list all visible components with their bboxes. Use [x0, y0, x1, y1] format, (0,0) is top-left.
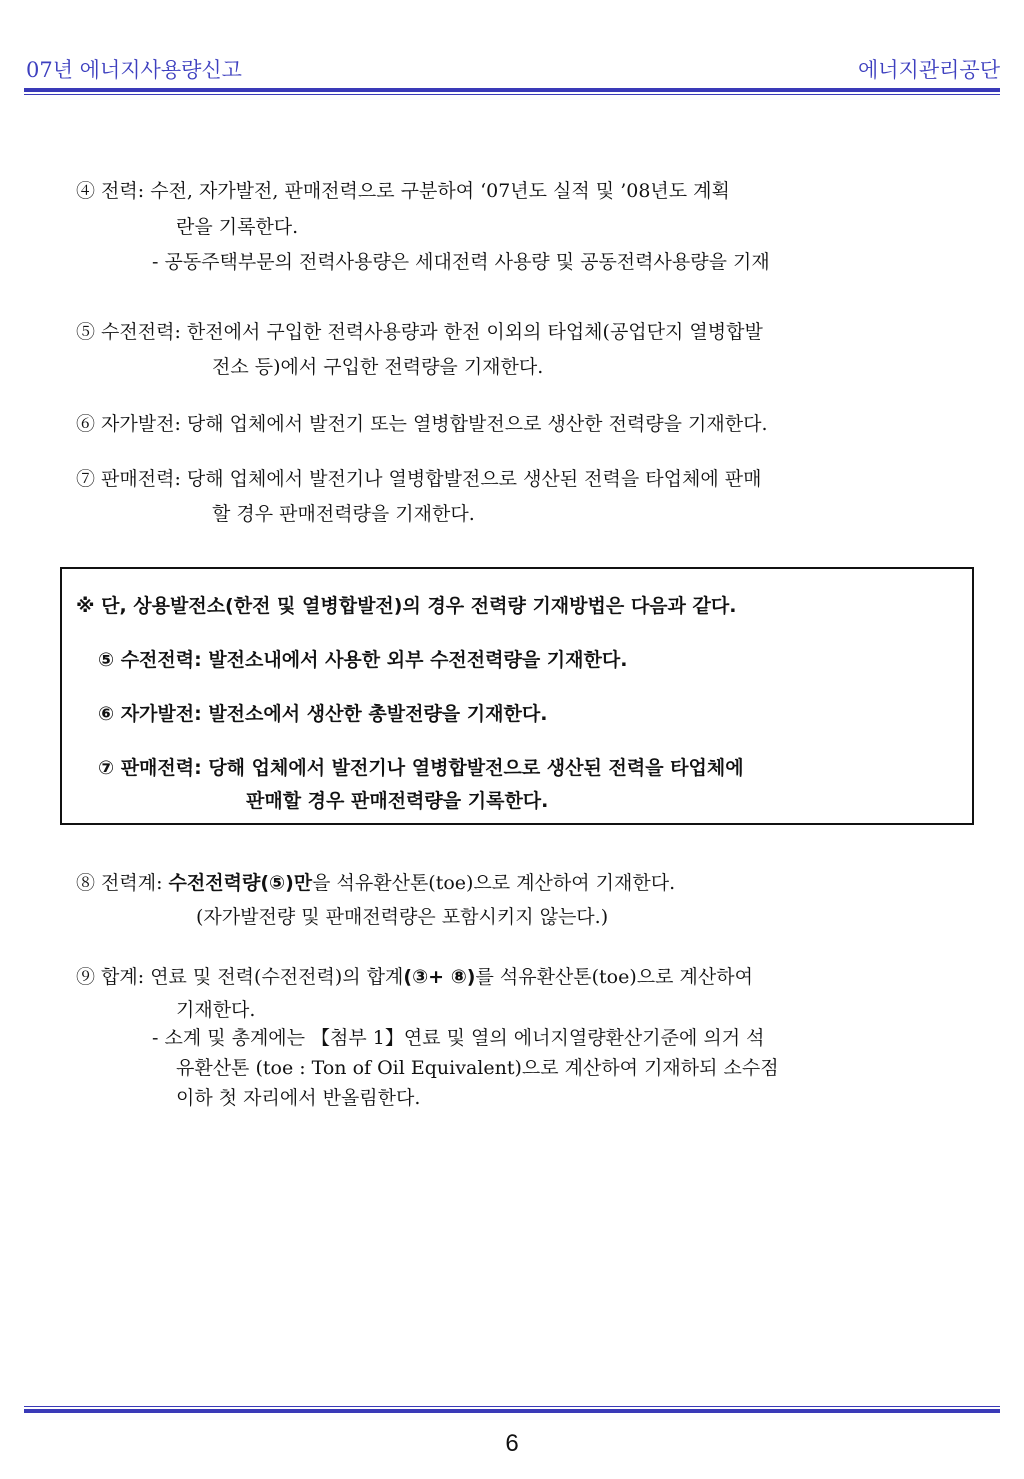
section-9-line-2: 기재한다.: [176, 999, 256, 1021]
section-4-line-1: ④ 전력: 수전, 자가발전, 판매전력으로 구분하여 ‘07년도 실적 및 ’08년도 계획: [76, 180, 730, 202]
section-9-sub-line-3: 이하 첫 자리에서 반올림한다.: [176, 1087, 421, 1109]
notice-box-line-3: ⑥ 자가발전: 발전소에서 생산한 총발전량을 기재한다.: [98, 703, 548, 725]
section-4-line-2: 란을 기록한다.: [176, 216, 299, 238]
section-8-line-2: (자가발전량 및 판매전력량은 포함시키지 않는다.): [196, 906, 609, 928]
section-8-line-1: [76, 867, 675, 899]
notice-box-line-2: ⑤ 수전전력: 발전소내에서 사용한 외부 수전전력량을 기재한다.: [98, 649, 628, 671]
section-7-line-2: 할 경우 판매전력량을 기재한다.: [212, 503, 475, 525]
page-number: 6: [505, 1430, 519, 1457]
section-9-sub-line-1: - 소계 및 총계에는 【첨부 1】연료 및 열의 에너지열량환산기준에 의거 석: [152, 1027, 765, 1049]
document-title: 07년 에너지사용량신고: [26, 58, 242, 82]
section-9-prefix: ⑨ 합계: 연료 및 전력(수전전력)의 합계: [76, 966, 404, 988]
section-8-emphasis: 수전전력량(⑤)만: [168, 872, 313, 894]
section-4-sub-note: - 공동주택부문의 전력사용량은 세대전력 사용량 및 공동전력사용량을 기재: [152, 251, 770, 273]
notice-box-line-4: ⑦ 판매전력: 당해 업체에서 발전기나 열병합발전으로 생산된 전력을 타업체에: [98, 757, 744, 779]
section-9-emphasis: (③+ ⑧): [403, 966, 476, 988]
section-8-prefix: ⑧ 전력계:: [76, 872, 169, 894]
page-header: [26, 54, 1000, 84]
notice-box-line-1: ※ 단, 상용발전소(한전 및 열병합발전)의 경우 전력량 기재방법은 다음과 같다.: [76, 595, 737, 617]
section-6-line-1: ⑥ 자가발전: 당해 업체에서 발전기 또는 열병합발전으로 생산한 전력량을 기재한다.: [76, 413, 768, 435]
section-9-sub-line-2: 유환산톤 (toe : Ton of Oil Equivalent)으로 계산하여 기재하되 소수점: [176, 1057, 779, 1079]
footer-rule-thin: [24, 1406, 1000, 1407]
organization-name: 에너지관리공단: [857, 58, 1000, 82]
section-5-line-1: ⑤ 수전전력: 한전에서 구입한 전력사용량과 한전 이외의 타업체(공업단지 열병합발: [76, 321, 763, 343]
notice-box-line-5: 판매할 경우 판매전력량을 기록한다.: [246, 790, 549, 812]
footer-rule-thick: [24, 1409, 1000, 1413]
section-9-line-1: [76, 961, 753, 993]
section-7-line-1: ⑦ 판매전력: 당해 업체에서 발전기나 열병합발전으로 생산된 전력을 타업체에 판매: [76, 468, 762, 490]
section-5-line-2: 전소 등)에서 구입한 전력량을 기재한다.: [212, 356, 544, 378]
header-rule-thin: [24, 94, 1000, 95]
section-9-suffix: 를 석유환산톤(toe)으로 계산하여: [475, 966, 753, 988]
section-8-suffix: 을 석유환산톤(toe)으로 계산하여 기재한다.: [312, 872, 676, 894]
header-rule-thick: [24, 88, 1000, 92]
